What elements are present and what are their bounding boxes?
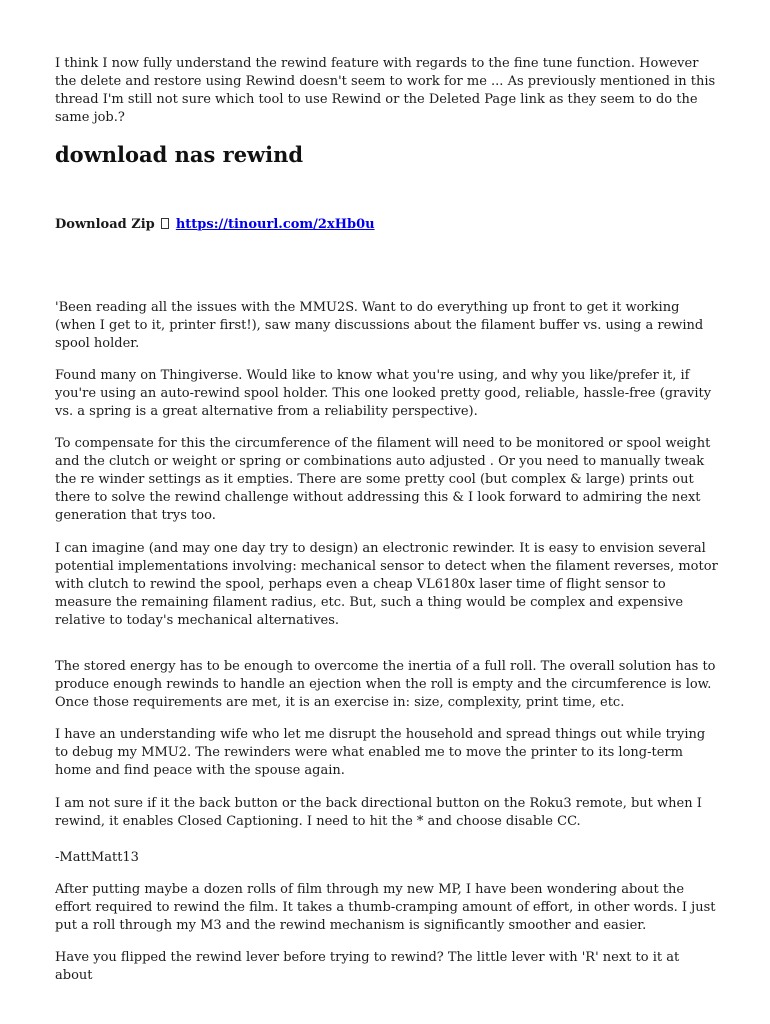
signature-line: -MattMatt13 bbox=[55, 850, 139, 865]
paragraph-1: 'Been reading all the issues with the MMU2S. Want to do everything up front to get it working (when I get to it, printer first!), saw many discussions about the filament buffer vs. using a rewind spool holder. bbox=[55, 300, 704, 351]
page-title: download nas rewind bbox=[55, 142, 304, 167]
paragraph-2: Found many on Thingiverse. Would like to know what you're using, and why you like/prefer it, if you're using an auto-rewind spool holder. This one looked pretty good, reliable, hassle-free (gravity vs. a spring is a great alternative from a reliability perspective). bbox=[55, 368, 712, 419]
download-label: Download Zip bbox=[55, 217, 155, 232]
paragraph-8: After putting maybe a dozen rolls of film through my new MP, I have been wondering about the effort required to rewind the film. It takes a thumb-cramping amount of effort, in other words. I just put a roll through my M3 and the rewind mechanism is significantly smoother and easier. bbox=[55, 882, 716, 933]
arrow-icon bbox=[161, 218, 169, 229]
paragraph-7: I am not sure if it the back button or the back directional button on the Roku3 remote, but when I rewind, it enables Closed Captioning. I need to hit the * and choose disable CC. bbox=[55, 796, 702, 829]
paragraph-9: Have you flipped the rewind lever before trying to rewind? The little lever with 'R' next to it at about bbox=[55, 950, 680, 983]
paragraph-3: To compensate for this the circumference of the filament will need to be monitored or spool weight and the clutch or weight or spring or combinations auto adjusted . Or you need to manually tweak the re winder settings as it empties. There are some pretty cool (but complex & large) prints out there to solve the rewind challenge without addressing this & I look forward to admiring the next generation that trys too. bbox=[55, 436, 711, 523]
intro-paragraph: I think I now fully understand the rewind feature with regards to the fine tune function. However the delete and restore using Rewind doesn't seem to work for me ... As previously mentioned in this thread I'm still not sure which tool to use Rewind or the Deleted Page link as they seem to do the same job.? bbox=[55, 56, 716, 125]
paragraph-4: I can imagine (and may one day try to design) an electronic rewinder. It is easy to envision several potential implementations involving: mechanical sensor to detect when the filament reverses, motor with clutch to rewind the spool, perhaps even a cheap VL6180x laser time of flight sensor to measure the remaining filament radius, etc. But, such a thing would be complex and expensive relative to today's mechanical alternatives. bbox=[55, 541, 718, 628]
download-line bbox=[55, 216, 375, 234]
download-link[interactable]: https://tinourl.com/2xHb0u bbox=[175, 217, 375, 232]
paragraph-6: I have an understanding wife who let me disrupt the household and spread things out while trying to debug my MMU2. The rewinders were what enabled me to move the printer to its long-term home and find peace with the spouse again. bbox=[55, 727, 706, 778]
paragraph-5: The stored energy has to be enough to overcome the inertia of a full roll. The overall solution has to produce enough rewinds to handle an ejection when the roll is empty and the circumference is low. Once those requirements are met, it is an exercise in: size, complexity, print time, etc. bbox=[55, 659, 716, 710]
